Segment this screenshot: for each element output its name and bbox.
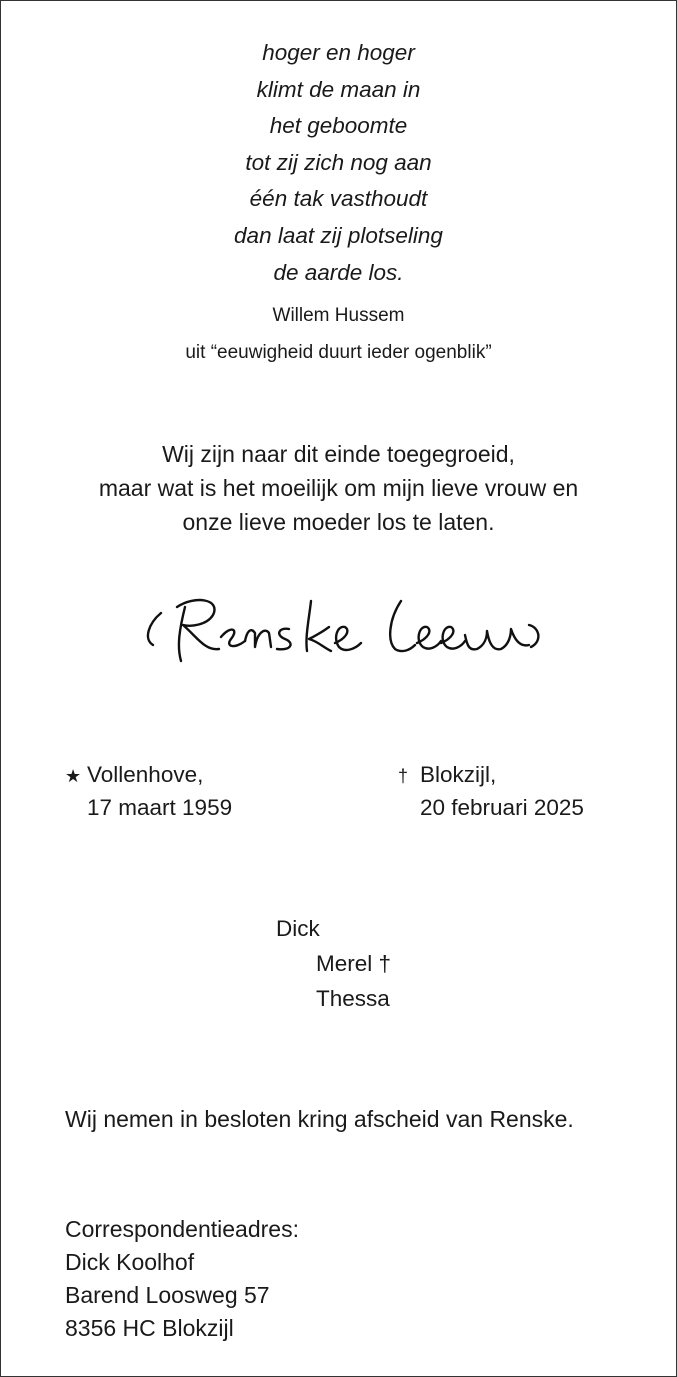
address-label: Correspondentieadres: [65,1216,299,1242]
address-street: Barend Loosweg 57 [65,1282,270,1308]
poem-line: één tak vasthoudt [249,186,428,212]
address-name: Dick Koolhof [65,1249,195,1275]
intro-line: onze lieve moeder los te laten. [182,509,495,535]
family-head: Dick [276,916,320,941]
family-child: Merel † [316,951,392,976]
death-place: Blokzijl, [420,762,497,787]
correspondence-address [65,1213,299,1345]
poem-line: de aarde los. [273,259,404,285]
poem-line: dan laat zij plotseling [234,222,443,248]
death-info [398,759,584,824]
address-city: 8356 HC Blokzijl [65,1315,234,1341]
birth-info [65,759,232,824]
poem-source: uit “eeuwigheid duurt ieder ogenblik” [185,342,492,363]
intro-text [1,437,676,539]
birth-place: Vollenhove, [87,762,204,787]
birth-date: 17 maart 1959 [87,795,233,820]
family-list [276,911,391,1016]
intro-line: Wij zijn naar dit einde toegegroeid, [162,441,515,467]
handwritten-signature [139,585,549,675]
poem-line: het geboomte [269,113,408,139]
poem-author: Willem Hussem [272,305,405,326]
intro-line: maar wat is het moeilijk om mijn lieve vrouw en [98,475,579,501]
star-icon: ★ [65,766,82,786]
poem [1,35,676,291]
death-date: 20 februari 2025 [420,795,584,820]
family-child: Thessa [316,986,390,1011]
cross-icon: † [398,766,409,786]
poem-line: tot zij zich nog aan [245,149,432,175]
farewell-notice: Wij nemen in besloten kring afscheid van Renske. [65,1106,574,1132]
poem-line: hoger en hoger [262,40,415,65]
signature-drawing [139,585,549,675]
poem-line: klimt de maan in [256,76,421,102]
